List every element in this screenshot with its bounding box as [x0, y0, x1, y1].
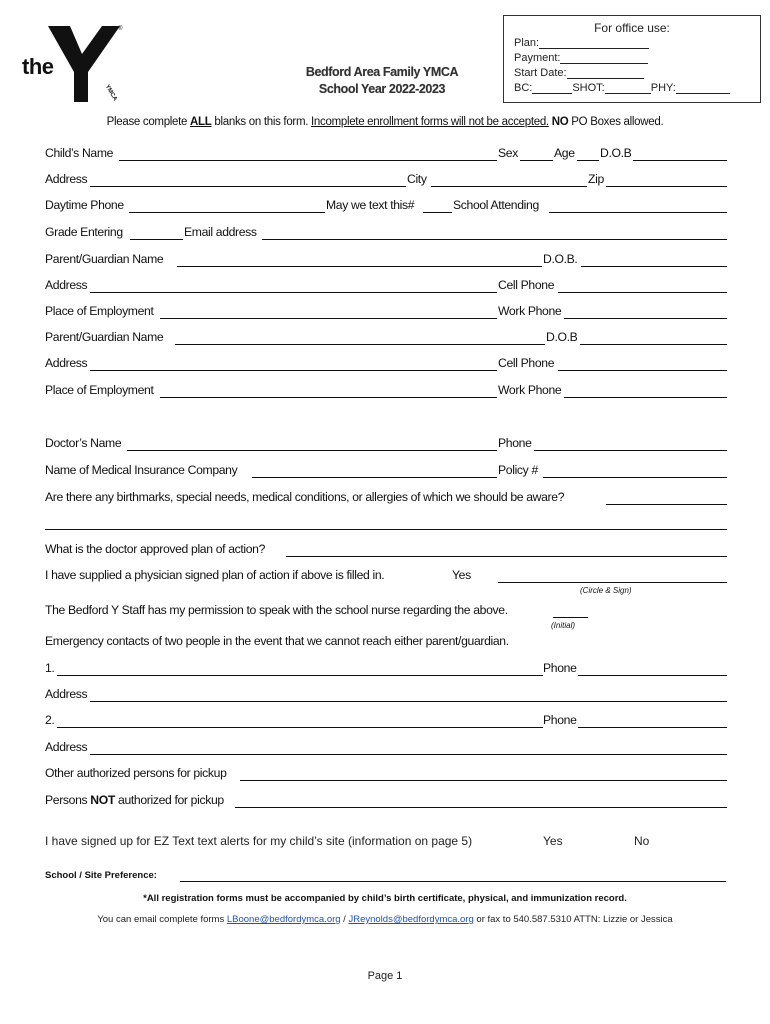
field-supplied-signature[interactable]: [498, 582, 727, 583]
label-city: City: [407, 172, 427, 186]
label-grade-entering: Grade Entering: [45, 225, 123, 239]
label-emergency-1-address: Address: [45, 687, 88, 701]
field-parent1-employment[interactable]: [160, 318, 497, 319]
field-parent2-name[interactable]: [175, 344, 545, 345]
label-parent2-dob: D.O.B: [546, 330, 578, 344]
field-address[interactable]: [90, 186, 406, 187]
notice-incomplete: Incomplete enrollment forms will not be accepted.: [311, 116, 549, 128]
ez-text-yes[interactable]: Yes: [543, 834, 563, 848]
field-parent1-dob[interactable]: [581, 266, 727, 267]
label-zip: Zip: [588, 172, 604, 186]
row-emergency-2-address: [45, 740, 727, 756]
field-sex[interactable]: [520, 160, 553, 161]
field-zip[interactable]: [606, 186, 727, 187]
office-payment-label: Payment:: [514, 52, 561, 64]
ez-text-question: I have signed up for EZ Text text alerts for my child’s site (information on page 5): [45, 834, 473, 848]
notice-all: ALL: [190, 116, 212, 128]
office-plan-label: Plan:: [514, 37, 540, 49]
office-use-box: [503, 15, 761, 103]
office-plan-row: [514, 37, 649, 51]
label-parent1-address: Address: [45, 278, 88, 292]
label-emergency-1-phone: Phone: [543, 661, 577, 675]
field-emergency-2-name[interactable]: [57, 727, 543, 728]
label-supplied-yes[interactable]: Yes: [452, 568, 471, 582]
field-not-authorized[interactable]: [235, 807, 727, 808]
notice-text-1: Please complete: [106, 116, 191, 128]
email-intro-text: You can email complete forms: [97, 914, 227, 925]
field-childs-name[interactable]: [119, 160, 497, 161]
office-start-row: [514, 67, 644, 81]
label-sex: Sex: [498, 146, 518, 160]
logo-the-text: the: [22, 54, 54, 79]
email-link-lboone[interactable]: LBoone@bedfordymca.org: [226, 914, 341, 925]
row-emergency-1: [45, 661, 727, 677]
field-emergency-1-name[interactable]: [57, 675, 543, 676]
field-parent2-address[interactable]: [90, 370, 497, 371]
row-daytime-phone: [45, 198, 727, 214]
school-year: School Year 2022-2023: [318, 82, 446, 96]
field-parent1-name[interactable]: [177, 266, 542, 267]
email-fax-instructions: [0, 914, 770, 925]
office-use-title: For office use:: [594, 21, 670, 35]
label-school-attending: School Attending: [453, 198, 539, 212]
not-authorized-prefix: Persons: [45, 793, 91, 807]
row-supplied-plan: [45, 568, 727, 584]
required-documents-note: *All registration forms must be accompanied by child’s birth certificate, physical, and immunization record.: [143, 893, 627, 904]
field-age[interactable]: [577, 160, 599, 161]
field-email[interactable]: [262, 239, 727, 240]
initial-hint: (Initial): [551, 621, 576, 630]
field-parent2-work-phone[interactable]: [564, 397, 727, 398]
email-link-jreynolds[interactable]: JReynolds@bedfordymca.org: [348, 914, 474, 925]
field-doctor-phone[interactable]: [534, 450, 727, 451]
logo-registered-mark: ®: [118, 26, 123, 32]
field-emergency-1-phone[interactable]: [578, 675, 727, 676]
label-doctor-phone: Phone: [498, 436, 532, 450]
label-parent2-address: Address: [45, 356, 88, 370]
office-phy-label: PHY:: [650, 82, 676, 94]
label-age: Age: [554, 146, 575, 160]
row-parent2-address: [45, 356, 727, 372]
logo-ymca-text: YMCA: [103, 83, 118, 103]
label-childs-name: Child’s Name: [45, 146, 114, 160]
field-doctors-name[interactable]: [127, 450, 497, 451]
label-emergency-1: 1.: [45, 661, 55, 675]
field-dob[interactable]: [633, 160, 727, 161]
field-parent1-work-phone[interactable]: [564, 318, 727, 319]
row-emergency-2: [45, 713, 727, 729]
label-parent1-cell: Cell Phone: [498, 278, 555, 292]
field-parent2-cell[interactable]: [558, 370, 727, 371]
page-number: Page 1: [367, 970, 403, 982]
not-authorized-rest: authorized for pickup: [114, 793, 224, 807]
label-address: Address: [45, 172, 88, 186]
label-parent1-employment: Place of Employment: [45, 304, 154, 318]
label-birthmarks: Are there any birthmarks, special needs, medical conditions, or allergies of which we should be aware?: [45, 490, 565, 504]
not-authorized-not: NOT: [90, 793, 115, 807]
label-dob: D.O.B: [600, 146, 632, 160]
label-parent1-name: Parent/Guardian Name: [45, 252, 164, 266]
label-insurance: Name of Medical Insurance Company: [45, 463, 238, 477]
field-insurance[interactable]: [252, 477, 497, 478]
label-emergency-2-address: Address: [45, 740, 88, 754]
field-grade-entering[interactable]: [130, 239, 183, 240]
ez-text-no[interactable]: No: [634, 834, 650, 848]
circle-sign-hint: (Circle & Sign): [580, 586, 632, 595]
label-emergency: Emergency contacts of two people in the event that we cannot reach either parent/guardian.: [45, 634, 509, 648]
label-daytime-phone: Daytime Phone: [45, 198, 124, 212]
label-parent2-name: Parent/Guardian Name: [45, 330, 164, 344]
field-emergency-1-address[interactable]: [90, 701, 727, 702]
row-emergency-1-address: [45, 687, 727, 703]
row-nurse-permission: [45, 603, 727, 619]
label-parent1-dob: D.O.B.: [543, 252, 578, 266]
field-city[interactable]: [431, 186, 587, 187]
y-mark-icon: [22, 24, 132, 104]
form-header: [292, 64, 472, 98]
field-nurse-initial[interactable]: [553, 617, 588, 618]
office-shot-blank[interactable]: [605, 82, 651, 94]
field-school-attending[interactable]: [549, 212, 727, 213]
field-birthmarks-continued[interactable]: [45, 529, 727, 530]
label-nurse-permission: The Bedford Y Staff has my permission to speak with the school nurse regarding the above.: [45, 603, 508, 617]
row-parent1-employment: [45, 304, 727, 320]
org-name: Bedford Area Family YMCA: [305, 65, 459, 79]
field-other-authorized[interactable]: [240, 780, 727, 781]
label-policy: Policy #: [498, 463, 538, 477]
office-start-blank[interactable]: [567, 67, 644, 79]
label-parent1-work-phone: Work Phone: [498, 304, 562, 318]
instructions-notice: [0, 116, 770, 128]
row-address: [45, 172, 727, 188]
field-may-text[interactable]: [423, 212, 452, 213]
row-parent2-name: [45, 330, 727, 346]
notice-text-3: PO Boxes allowed.: [568, 116, 664, 128]
office-bc-label: BC:: [514, 82, 533, 94]
row-birthmarks-cont: [45, 515, 727, 531]
row-parent1-address: [45, 278, 727, 294]
label-may-text: May we text this#: [326, 198, 415, 212]
field-policy[interactable]: [543, 477, 727, 478]
label-emergency-2: 2.: [45, 713, 55, 727]
field-parent1-address[interactable]: [90, 292, 497, 293]
field-birthmarks[interactable]: [606, 504, 727, 505]
field-plan-of-action[interactable]: [286, 556, 727, 557]
label-supplied-plan: I have supplied a physician signed plan of action if above is filled in.: [45, 568, 385, 582]
field-parent2-employment[interactable]: [160, 397, 497, 398]
row-doctor: [45, 436, 727, 452]
office-bc-blank[interactable]: [532, 82, 572, 94]
field-emergency-2-phone[interactable]: [578, 727, 727, 728]
label-parent2-employment: Place of Employment: [45, 383, 154, 397]
row-birthmarks: [45, 490, 727, 506]
row-insurance: [45, 463, 727, 479]
row-other-authorized: [45, 766, 727, 782]
row-plan-of-action: [45, 542, 727, 558]
row-grade-email: [45, 225, 727, 241]
field-daytime-phone[interactable]: [129, 212, 325, 213]
label-doctors-name: Doctor’s Name: [45, 436, 122, 450]
email-separator: /: [340, 914, 349, 925]
label-parent2-work-phone: Work Phone: [498, 383, 562, 397]
label-email: Email address: [184, 225, 257, 239]
office-phy-blank[interactable]: [676, 82, 730, 94]
label-site-preference: School / Site Preference:: [45, 870, 157, 881]
row-parent1-name: [45, 252, 727, 268]
row-parent2-employment: [45, 383, 727, 399]
field-site-preference[interactable]: [180, 881, 726, 882]
label-plan-of-action: What is the doctor approved plan of action?: [45, 542, 266, 556]
row-not-authorized: [45, 793, 727, 809]
notice-text-2: blanks on this form.: [211, 116, 312, 128]
ymca-logo: [22, 24, 132, 104]
label-other-authorized: Other authorized persons for pickup: [45, 766, 227, 780]
field-parent2-dob[interactable]: [580, 344, 727, 345]
office-start-label: Start Date:: [514, 67, 567, 79]
label-parent2-cell: Cell Phone: [498, 356, 555, 370]
notice-no: NO: [551, 116, 569, 128]
office-checks-row: [514, 82, 730, 96]
row-emergency-heading: [45, 634, 727, 650]
office-shot-label: SHOT:: [572, 82, 605, 94]
field-parent1-cell[interactable]: [558, 292, 727, 293]
office-payment-blank[interactable]: [560, 52, 648, 64]
office-payment-row: [514, 52, 648, 66]
field-emergency-2-address[interactable]: [90, 754, 727, 755]
fax-text: or fax to 540.587.5310 ATTN: Lizzie or Jessica: [473, 914, 673, 925]
label-emergency-2-phone: Phone: [543, 713, 577, 727]
office-plan-blank[interactable]: [539, 37, 649, 49]
label-not-authorized: [45, 793, 225, 807]
row-child: [45, 146, 727, 162]
